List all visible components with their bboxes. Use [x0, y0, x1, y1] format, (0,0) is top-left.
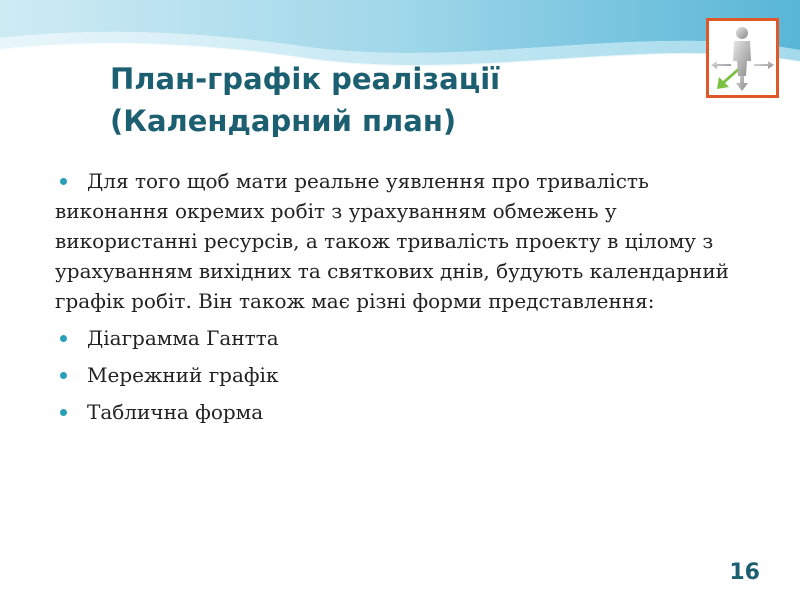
list-item	[55, 360, 745, 390]
slide-title-line-1: План-графік реалізації	[110, 62, 501, 96]
bullet-icon	[60, 372, 67, 379]
bullet-icon	[60, 335, 67, 342]
list-item-label: Мережний графік	[87, 363, 279, 387]
bullet-icon	[60, 178, 67, 185]
logo	[706, 18, 779, 98]
list-item	[55, 323, 745, 353]
person-crossroads-arrows-icon	[709, 21, 776, 95]
slide-title-line-2: (Календарний план)	[110, 104, 457, 138]
bullet-icon	[60, 409, 67, 416]
list-item-label: Таблична форма	[87, 400, 264, 424]
intro-paragraph: Для того щоб мати реальне уявлення про тривалість виконання окремих робіт з урахуванням обмежень у використанні ресурсів, а також тривалість проекту в цілому з урахуванням вихідних та святкових днів, будують календарний графік робіт. Він також має різні форми представлення:	[55, 169, 730, 313]
list-item-label: Діаграмма Гантта	[87, 326, 279, 350]
bullet-list	[55, 166, 745, 434]
intro-bullet-item	[55, 166, 745, 316]
slide-title	[110, 58, 670, 142]
list-item	[55, 397, 745, 427]
page-number: 16	[729, 560, 760, 585]
